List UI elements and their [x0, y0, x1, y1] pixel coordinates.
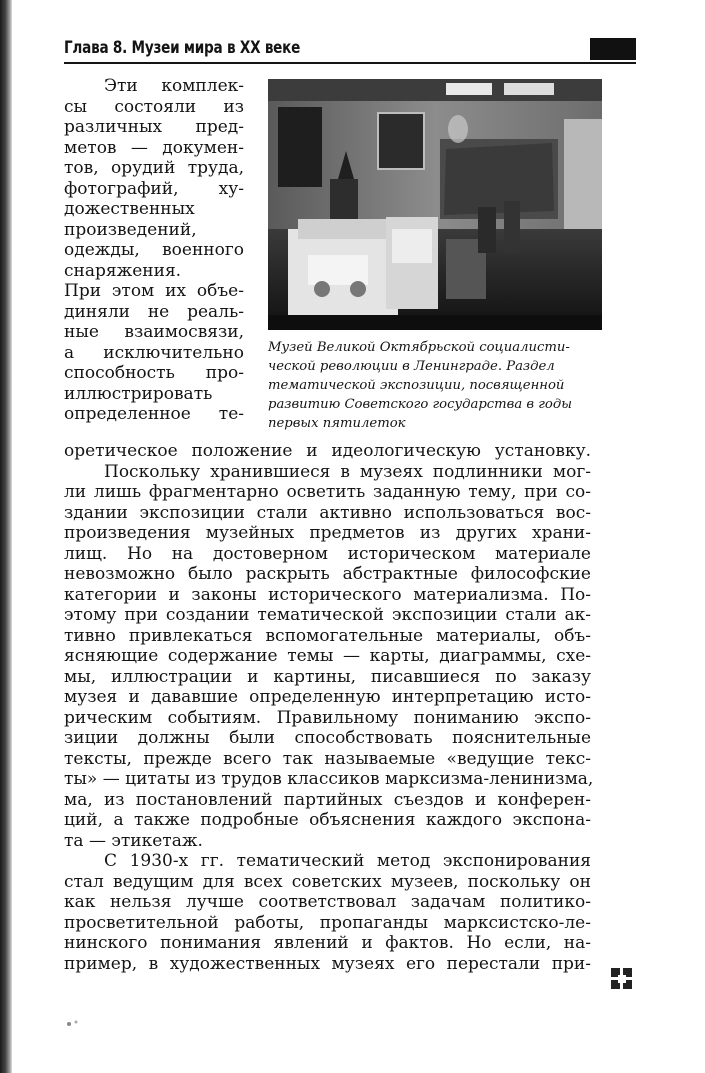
text-line: ные взаимосвязи, [64, 322, 244, 342]
text-line: одежды, военного [64, 240, 244, 260]
page-number-tab [590, 38, 636, 60]
text-line: При этом их объе- [64, 281, 244, 301]
running-header [64, 36, 636, 64]
text-line: Эти комплек- [104, 76, 244, 96]
text-line: дожественных [64, 199, 195, 219]
body-text [64, 441, 594, 974]
text-line: нинского понимания явлений и фактов. Но если, на- [64, 933, 591, 953]
text-line: мы, иллюстрации и картины, писавшиеся по заказу [64, 666, 591, 687]
text-line: иллюстрировать [64, 383, 213, 404]
text-line: пример, в художественных музеях его перестали при- [64, 953, 591, 974]
text-line: различных пред- [64, 117, 244, 137]
text-line: а исключительно [64, 342, 244, 363]
text-line: ма, из постановлений партийных съездов и конферен- [64, 789, 591, 810]
text-line: метов — докумен- [64, 137, 244, 158]
page-binding-shadow [0, 0, 12, 1073]
text-line: тексты, прежде всего так называемые «ведущие текс- [64, 748, 591, 769]
text-line: музея и дававшие определенную интерпретацию исто- [64, 687, 591, 707]
text-line: тивно привлекаться вспомогательные материалы, объ- [64, 625, 591, 646]
text-line: тов, орудий труда, [64, 158, 244, 178]
margin-ornament-icon [609, 966, 635, 992]
museum-exhibition-photo [268, 79, 602, 330]
text-line: определенное те- [64, 404, 244, 424]
caption-line: первых пятилеток [268, 416, 406, 431]
scan-speck [62, 1016, 84, 1032]
text-line: этому при создании тематической экспозиции стали ак- [64, 605, 591, 625]
text-line: произведения музейных предметов из других храни- [64, 523, 591, 543]
text-line: ли лишь фрагментарно осветить заданную тему, при со- [64, 482, 591, 502]
text-line: стал ведущим для всех советских музеев, поскольку он [64, 871, 591, 892]
text-line: ций, а также подробные объяснения каждого экспона- [64, 810, 591, 830]
text-line: произведений, [64, 219, 197, 240]
text-line: диняли не реаль- [64, 301, 244, 322]
text-line: С 1930-х гг. тематический метод экспонирования [104, 851, 591, 871]
caption-line: развитию Советского государства в годы [268, 397, 572, 412]
text-line: просветительной работы, пропаганды марксистско-ле- [64, 912, 591, 933]
text-line: как нельзя лучше соответствовал задачам политико- [64, 892, 591, 912]
text-line: ясняющие содержание темы — карты, диаграммы, схе- [64, 646, 591, 666]
chapter-title: Глава 8. Музеи мира в XX веке [64, 38, 301, 58]
caption-line: Музей Великой Октябрьской социалисти- [268, 340, 570, 355]
wrapped-text-column [64, 76, 244, 425]
text-line: способность про- [64, 363, 244, 383]
text-line: фотографий, ху- [64, 178, 244, 199]
text-line: оретическое положение и идеологическую установку. [64, 441, 591, 461]
caption-line: тематической экспозиции, посвященной [268, 378, 565, 393]
figure-caption [268, 338, 602, 433]
text-line: категории и законы исторического материализма. По- [64, 584, 591, 605]
text-line: сы состояли из [64, 96, 244, 117]
text-line: Поскольку хранившиеся в музеях подлинники мог- [104, 461, 591, 482]
text-line: рическим событиям. Правильному пониманию экспо- [64, 707, 591, 728]
text-line: здании экспозиции стали активно использоваться вос- [64, 502, 591, 523]
text-line: ты» — цитаты из трудов классиков марксизма-ленинизма, [64, 769, 594, 789]
text-line: та — этикетаж. [64, 830, 203, 851]
text-line: невозможно было раскрыть абстрактные философские [64, 564, 591, 584]
text-line: снаряжения. [64, 260, 182, 281]
text-line: лищ. Но на достоверном историческом материале [64, 543, 591, 564]
caption-line: ческой революции в Ленинграде. Раздел [268, 359, 555, 374]
text-line: зиции должны были способствовать пояснительные [64, 728, 591, 748]
